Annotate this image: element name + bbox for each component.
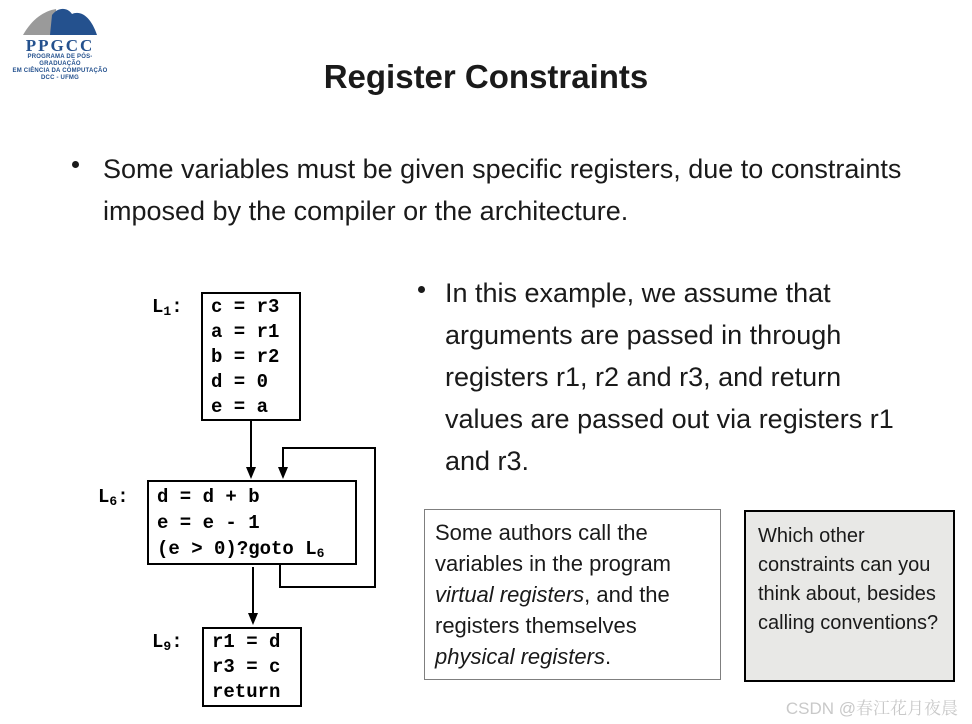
label-base: L xyxy=(152,296,164,318)
bullet-example xyxy=(418,272,918,482)
block-l6-label xyxy=(98,486,129,508)
goto-text: (e > 0)?goto L xyxy=(157,538,317,560)
note-italic-physical: physical registers xyxy=(435,644,605,669)
code-line: e = e - 1 xyxy=(157,512,260,534)
watermark: CSDN @春江花月夜晨 xyxy=(785,699,958,718)
block-l9-label xyxy=(152,631,183,653)
block-l1 xyxy=(201,292,301,421)
page-title: Register Constraints xyxy=(323,58,649,95)
code-line: d = d + b xyxy=(157,486,260,508)
ppgcc-caption-line2: EM CIÊNCIA DA COMPUTAÇÃO xyxy=(12,68,108,74)
label-base: L xyxy=(98,486,110,508)
label-subscript: 6 xyxy=(109,494,118,509)
block-l6 xyxy=(147,480,357,565)
goto-subscript: 6 xyxy=(316,546,325,561)
label-base: L xyxy=(152,631,164,653)
question-box: Which other constraints can you think about, besides calling conventions? xyxy=(744,510,955,682)
code-line: e = a xyxy=(211,396,269,418)
label-colon: : xyxy=(117,486,129,508)
label-subscript: 9 xyxy=(163,639,172,654)
label-subscript: 1 xyxy=(163,304,172,319)
bullet-icon xyxy=(72,161,79,168)
code-line: r1 = d xyxy=(212,631,281,653)
ppgcc-caption-line1: PROGRAMA DE PÓS-GRADUAÇÃO xyxy=(27,54,93,67)
block-l9 xyxy=(202,627,302,707)
code-line: c = r3 xyxy=(211,296,280,318)
code-line: d = 0 xyxy=(211,371,269,393)
ppgcc-caption-line3: DCC - UFMG xyxy=(41,75,79,81)
bullet-icon xyxy=(418,286,425,293)
note-text: Some authors call the variables in the program xyxy=(435,520,672,576)
label-colon: : xyxy=(171,631,183,653)
code-line: a = r1 xyxy=(211,321,280,343)
bullet-main xyxy=(72,148,902,232)
note-box-virtual-registers xyxy=(424,509,721,680)
label-colon: : xyxy=(171,296,183,318)
ppgcc-acronym: PPGCC xyxy=(25,36,95,55)
note-text: , and the registers themselves xyxy=(435,582,670,638)
code-line xyxy=(157,536,355,562)
code-line: b = r2 xyxy=(211,346,280,368)
note-italic-virtual: virtual registers xyxy=(435,582,585,607)
bullet-main-text: Some variables must be given specific registers, due to constraints imposed by the compiler or the architecture. xyxy=(103,154,902,226)
code-line: r3 = c xyxy=(212,656,281,678)
ppgcc-sails-icon xyxy=(22,6,98,36)
note-text: . xyxy=(604,644,612,669)
block-l1-label xyxy=(152,296,183,318)
code-line: return xyxy=(212,681,281,703)
bullet-example-text: In this example, we assume that arguments are passed in through registers r1, r2 and r3, and return values are passed out via registers r1 and r3. xyxy=(445,278,894,476)
